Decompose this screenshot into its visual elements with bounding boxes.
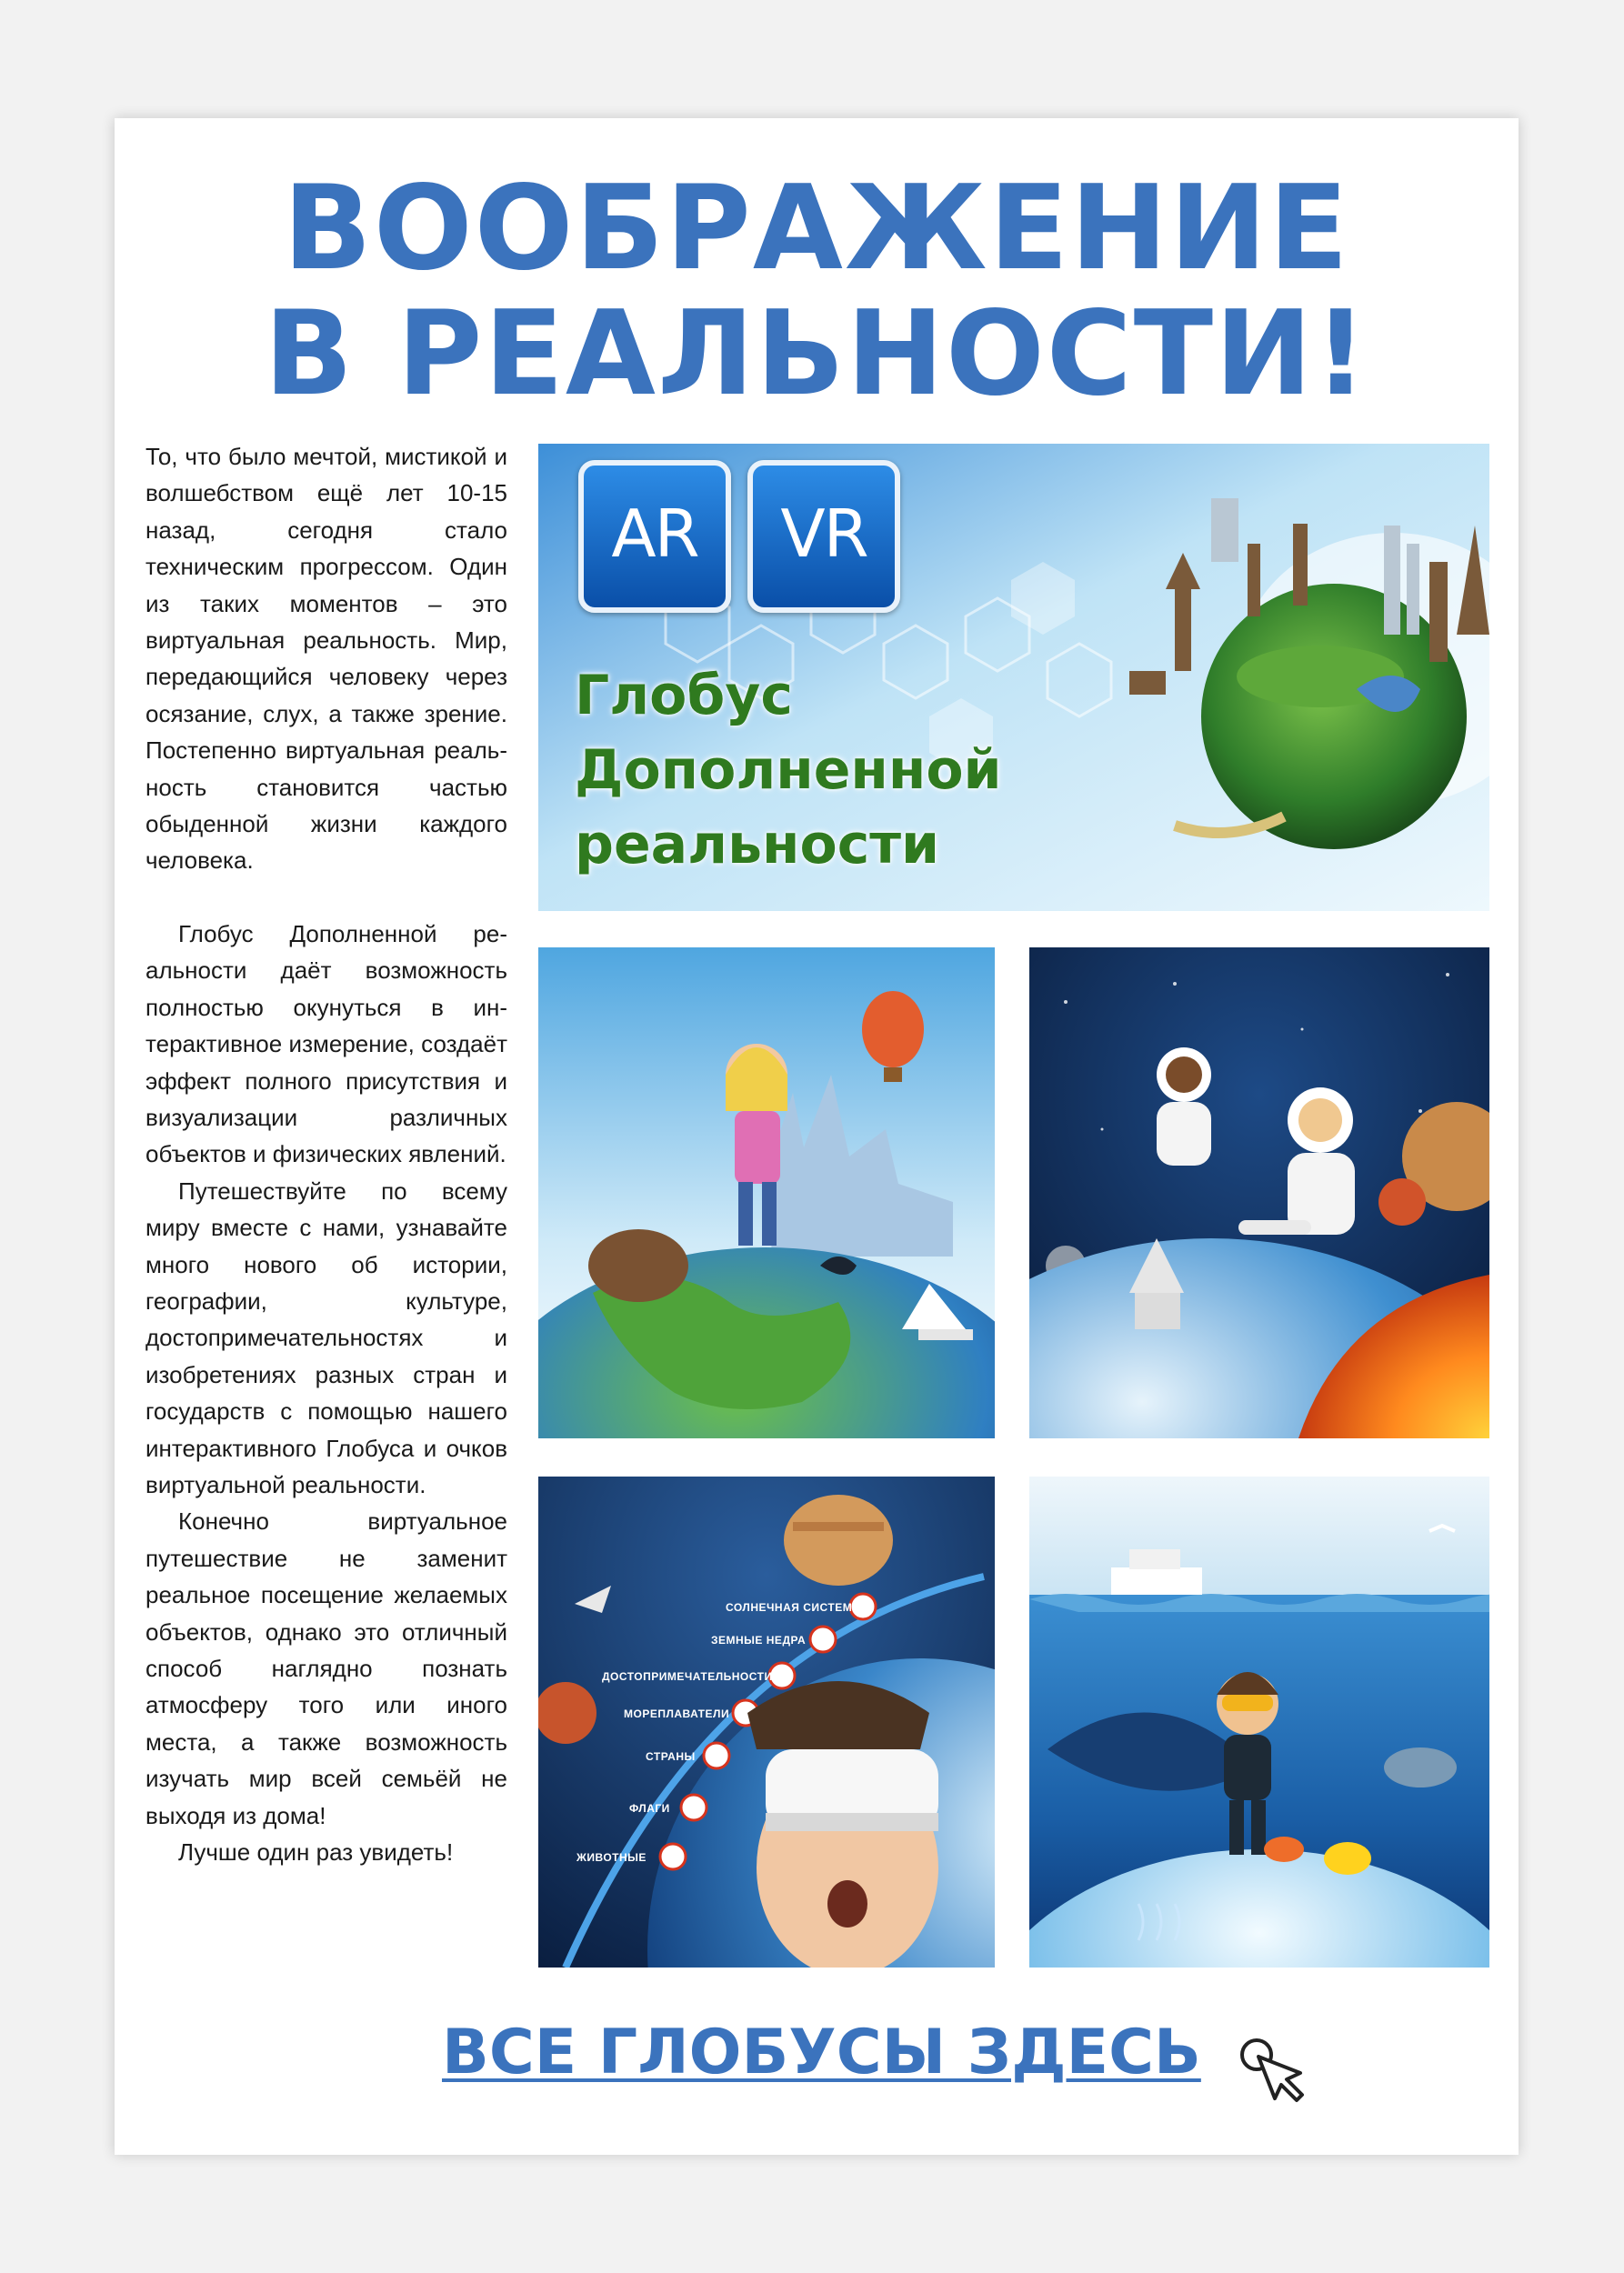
- banner-title: [575, 658, 1002, 882]
- ar-vr-globe-banner: [538, 444, 1489, 911]
- vr-badge: VR: [747, 460, 900, 613]
- headline-line-2: В РЕАЛЬНОСТИ!: [264, 286, 1369, 422]
- headline-line-1: ВООБРАЖЕНИЕ: [283, 161, 1350, 296]
- menu-item-solar-system: СОЛНЕЧНАЯ СИСТЕМА: [726, 1601, 861, 1614]
- all-globes-link[interactable]: ВСЕ ГЛОБУСЫ ЗДЕСЬ: [442, 2017, 1201, 2088]
- menu-item-earth-interior: ЗЕМНЫЕ НЕДРА: [711, 1634, 807, 1647]
- banner-title-line-2: Дополненной: [575, 738, 1002, 802]
- underwater-diver-illustration: [1029, 1477, 1489, 1968]
- ar-badge: AR: [578, 460, 731, 613]
- paragraph-travel: Путешествуйте по всему миру вместе с нами, узнавайте много нового об истории, географии, культуре, достопримечательностях и изобретениях разных стран и государств с помощью нашего интерактивного Глобуса и очков виртуальной реальности.: [145, 1177, 507, 1498]
- astronauts-in-space-illustration: [1029, 947, 1489, 1438]
- girl-on-globe-illustration: [538, 947, 995, 1438]
- menu-item-flags: ФЛАГИ: [629, 1802, 670, 1815]
- article-text: [145, 438, 507, 1870]
- paragraph-closing: Лучше один раз увидеть!: [178, 1838, 454, 1867]
- menu-item-animals: ЖИВОТНЫЕ: [576, 1851, 647, 1864]
- paragraph-globe: Глобус Дополненной реальности даёт возможность полностью окунуться в интерактивное измерение, создаёт эффект полного присутствия и визуализации различных объектов и физических явлений.: [145, 919, 507, 1168]
- menu-item-countries: СТРАНЫ: [646, 1750, 696, 1763]
- pointer-cursor-icon: [1238, 2035, 1317, 2108]
- paragraph-intro: То, что было мечтой, мистикой и волшебством ещё лет 10-15 назад, сегодня стало техническим прогрессом. Один из таких моментов – это виртуальная реальность. Мир, передающийся человеку через осязание, слух, а также зрение. Постепенно виртуальная реальность становится частью обыденной жизни каждого человека.: [145, 443, 507, 875]
- banner-title-line-1: Глобус: [575, 664, 793, 727]
- vr-headset-menu-illustration: [538, 1477, 995, 1968]
- menu-item-navigators: МОРЕПЛАВАТЕЛИ: [624, 1707, 730, 1720]
- paragraph-virtual-trip: Конечно виртуальное путешествие не заменит реальное посещение желаемых объектов, однако это отличный способ наглядно познать атмосферу того или иного места, а также возможность изучать мир всей семьёй не выходя из дома!: [145, 1507, 507, 1829]
- banner-title-line-3: реальности: [575, 813, 940, 876]
- menu-item-landmarks: ДОСТОПРИМЕЧАТЕЛЬНОСТИ: [602, 1670, 773, 1683]
- flyer-page: [115, 118, 1519, 2155]
